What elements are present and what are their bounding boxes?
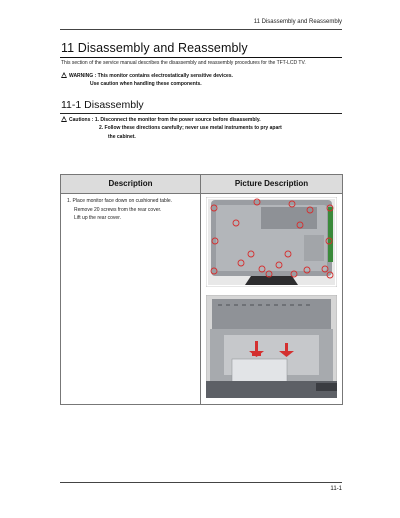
step-1-line-3: Lift up the rear cover. [74, 215, 121, 221]
header-rule [60, 29, 342, 30]
section-title: 11 Disassembly and Reassembly [61, 41, 248, 55]
page-number: 11-1 [330, 486, 342, 492]
caution-line-2: 2. Follow these directions carefully; never use metal instruments to pry apart [99, 125, 282, 131]
caution-line-1 [61, 116, 261, 123]
step-1-line-2: Remove 20 screws from the rear cover. [74, 206, 162, 213]
lift-cover-photo [206, 295, 337, 398]
intro-text: This section of the service manual describes the disassembly and reassembly procedures for the TFT-LCD TV. [61, 60, 306, 66]
column-divider [200, 193, 201, 404]
warning-icon [61, 72, 67, 78]
warning-line-2: Use caution when handling these components. [90, 81, 202, 87]
disassembly-table [60, 174, 343, 405]
step-1-line-1: 1. Place monitor face down on cushioned table. [67, 198, 173, 204]
warning-line-1 [61, 72, 233, 79]
subsection-title: 11-1 Disassembly [61, 99, 144, 111]
step-1-description [67, 197, 172, 223]
caution-icon [61, 116, 67, 122]
warning-text-1: WARNING : This monitor contains electrostatically sensitive devices. [69, 73, 233, 79]
rear-cover-photo [206, 197, 337, 287]
picture-description-header: Picture Description [201, 175, 342, 194]
running-header: 11 Disassembly and Reassembly [253, 19, 342, 25]
caution-text-1: Cautions : 1. Disconnect the monitor from the power source before disassembly. [69, 117, 261, 123]
description-header: Description [61, 175, 201, 194]
footer-rule [60, 482, 342, 483]
subsection-title-rule [60, 113, 342, 114]
section-title-rule [60, 57, 342, 58]
caution-line-3: the cabinet. [108, 134, 136, 140]
